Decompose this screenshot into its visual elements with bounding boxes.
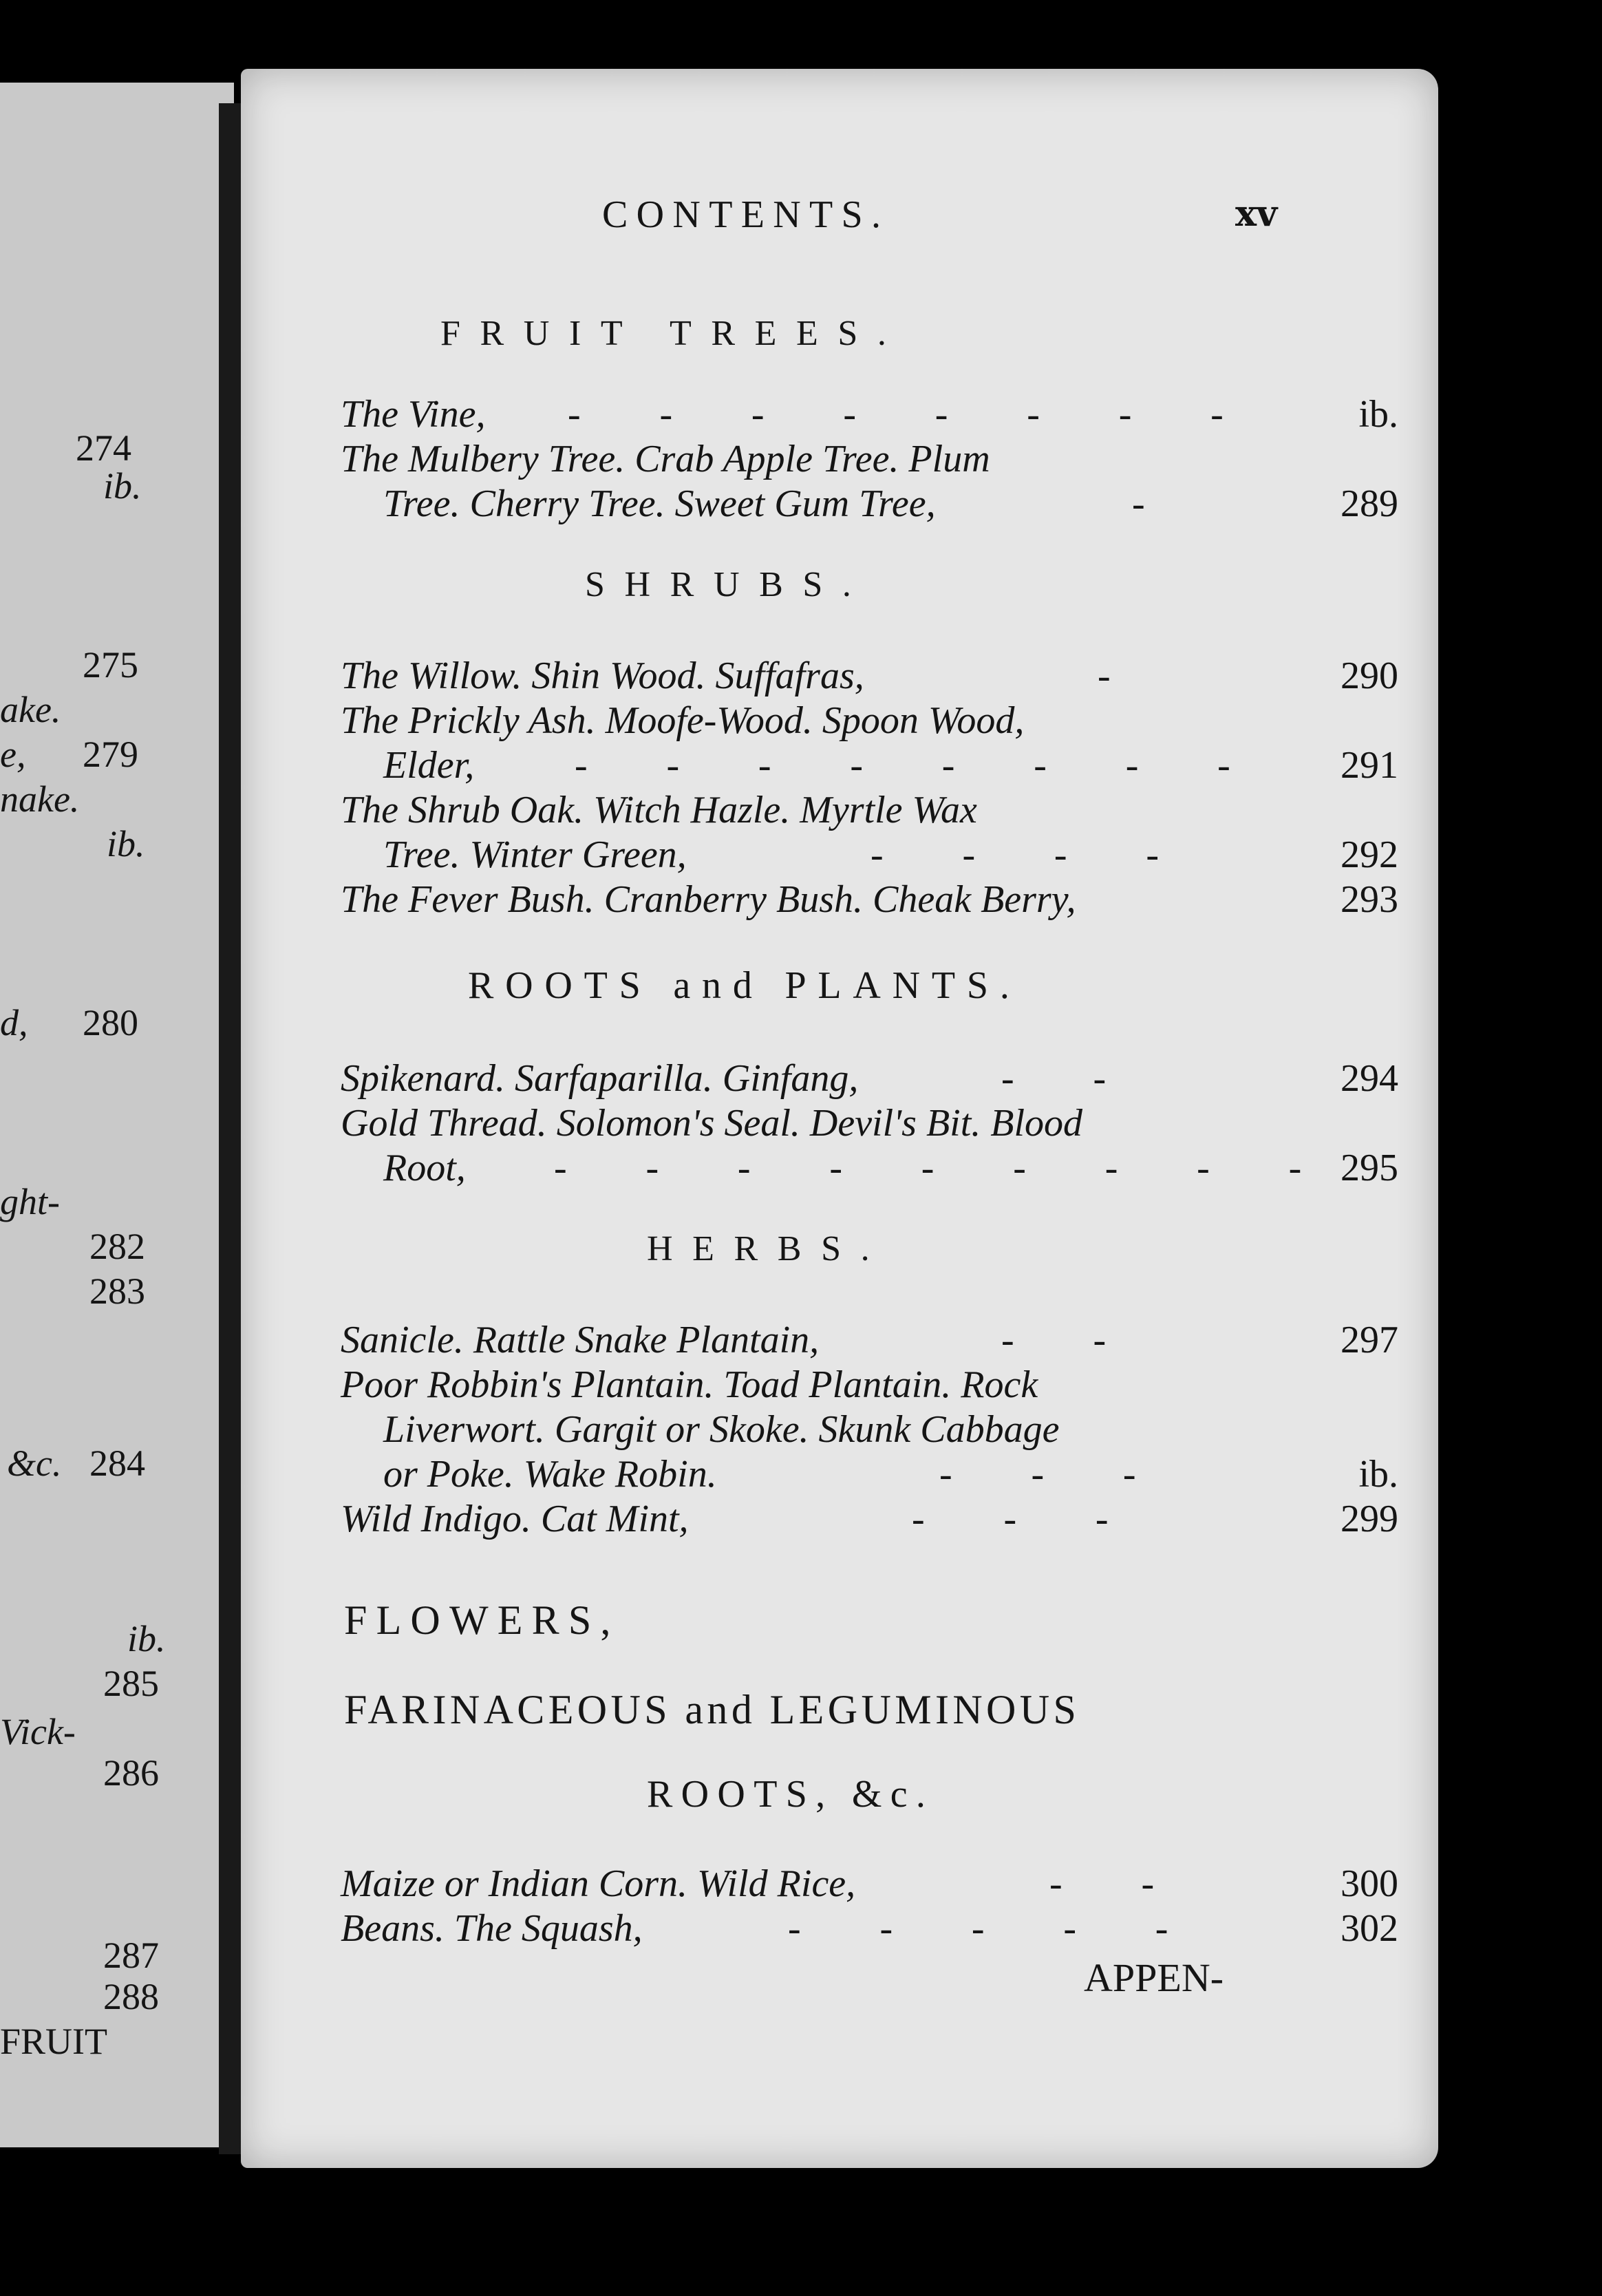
section-heading: FRUIT TREES.: [440, 314, 906, 353]
entry-page: ib.: [1358, 393, 1398, 436]
catchword: APPEN-: [1084, 1955, 1224, 2000]
leader-dashes: - - -: [939, 1453, 1171, 1496]
contents-entry: [341, 1497, 1398, 1542]
entry-text: The Shrub Oak. Witch Hazle. Myrtle Wax: [341, 789, 977, 831]
entry-page: 293: [1341, 878, 1398, 921]
left-page-fragment: ib.: [107, 823, 145, 864]
contents-entry: [341, 1101, 1342, 1147]
left-page-number: 286: [103, 1752, 159, 1794]
entry-page: 292: [1341, 833, 1398, 876]
left-page-number: 284: [89, 1443, 145, 1484]
left-page-number: 288: [103, 1976, 159, 2017]
left-page-number: 274: [76, 427, 131, 469]
contents-entry: [341, 788, 1342, 833]
entry-page: 290: [1341, 655, 1398, 697]
entry-text: Gold Thread. Solomon's Seal. Devil's Bit. Blood: [341, 1102, 1083, 1145]
page-number: xv: [1235, 193, 1278, 235]
entry-page: 289: [1341, 482, 1398, 525]
entry-text: The Vine,: [341, 393, 486, 436]
section-heading: SHRUBS.: [585, 565, 871, 604]
entry-text: Root,: [383, 1147, 466, 1189]
entry-text: Elder,: [383, 744, 475, 787]
entry-text: The Mulbery Tree. Crab Apple Tree. Plum: [341, 438, 990, 480]
entry-page: 300: [1341, 1862, 1398, 1905]
contents-entry: [341, 1363, 1342, 1408]
left-page-fragment: d,: [0, 1002, 28, 1043]
page-title: CONTENTS.: [602, 193, 890, 236]
left-page-number: 282: [89, 1226, 145, 1267]
left-page-catchword: FRUIT: [0, 2021, 108, 2062]
contents-entry: [341, 654, 1398, 699]
contents-entry: [341, 1407, 1342, 1453]
entry-text: The Fever Bush. Cranberry Bush. Cheak Berry,: [341, 878, 1076, 921]
left-page: [0, 83, 234, 2147]
contents-entry: [341, 392, 1398, 438]
entry-text: Liverwort. Gargit or Skoke. Skunk Cabbage: [383, 1408, 1060, 1451]
contents-entry: [341, 1906, 1398, 1952]
leader-dashes: -: [1132, 482, 1180, 525]
left-page-number: 287: [103, 1935, 159, 1976]
contents-entry: [341, 437, 1342, 482]
entry-text: Tree. Winter Green,: [383, 833, 687, 876]
left-page-fragment: ake.: [0, 689, 61, 730]
contents-entry: [341, 1862, 1398, 1907]
contents-entry: [341, 482, 1398, 527]
leader-dashes: -: [1098, 655, 1146, 697]
entry-page: 291: [1341, 744, 1398, 787]
left-page-fragment: nake.: [0, 778, 80, 820]
left-page-fragment: ib.: [127, 1618, 166, 1659]
leader-dashes: - -: [1049, 1862, 1189, 1905]
contents-entry: [341, 1146, 1398, 1191]
entry-text: Tree. Cherry Tree. Sweet Gum Tree,: [383, 482, 936, 525]
leader-dashes: - - - - -: [788, 1907, 1203, 1950]
contents-entry: [341, 699, 1342, 744]
entry-text: The Prickly Ash. Moofe-Wood. Spoon Wood,: [341, 699, 1025, 742]
left-page-fragment: ib.: [103, 465, 142, 507]
leader-dashes: - -: [1001, 1057, 1141, 1100]
contents-entry: [341, 743, 1398, 789]
leader-dashes: - - - - - - - -: [575, 744, 1265, 787]
contents-entry: [341, 878, 1398, 923]
left-page-number: 283: [89, 1271, 145, 1312]
leader-dashes: - - -: [912, 1498, 1143, 1540]
left-page-number: 275: [83, 644, 138, 685]
contents-page: [241, 69, 1438, 2168]
entry-page: 297: [1341, 1319, 1398, 1361]
left-page-number: 279: [83, 734, 138, 775]
section-heading: HERBS.: [647, 1229, 890, 1268]
entry-text: The Willow. Shin Wood. Suffafras,: [341, 655, 864, 697]
entry-page: 302: [1341, 1907, 1398, 1950]
section-heading: FARINACEOUS and LEGUMINOUS: [344, 1687, 1080, 1732]
entry-text: or Poke. Wake Robin.: [383, 1453, 717, 1496]
leader-dashes: - -: [1001, 1319, 1141, 1361]
entry-page: 299: [1341, 1498, 1398, 1540]
section-heading: ROOTS and PLANTS.: [468, 964, 1021, 1007]
contents-entry: [341, 1056, 1398, 1102]
left-page-fragment: e,: [0, 734, 26, 775]
left-page-number: 285: [103, 1663, 159, 1704]
entry-text: Beans. The Squash,: [341, 1907, 643, 1950]
contents-entry: [341, 1318, 1398, 1363]
leader-dashes: - - - - - - - - -: [554, 1147, 1336, 1189]
entry-page: 294: [1341, 1057, 1398, 1100]
leader-dashes: - - - -: [871, 833, 1194, 876]
contents-entry: [341, 1452, 1398, 1498]
entry-text: Sanicle. Rattle Snake Plantain,: [341, 1319, 820, 1361]
entry-page: 295: [1341, 1147, 1398, 1189]
left-page-number: 280: [83, 1002, 138, 1043]
entry-text: Maize or Indian Corn. Wild Rice,: [341, 1862, 856, 1905]
entry-page: ib.: [1358, 1453, 1398, 1496]
section-heading: FLOWERS,: [344, 1597, 620, 1643]
left-page-fragment: ght-: [0, 1181, 60, 1222]
entry-text: Spikenard. Sarfaparilla. Ginfang,: [341, 1057, 859, 1100]
contents-entry: [341, 833, 1398, 878]
left-page-fragment: Vick-: [0, 1711, 76, 1752]
section-heading: ROOTS, &c.: [647, 1773, 934, 1816]
leader-dashes: - - - - - - - -: [568, 393, 1259, 436]
entry-text: Poor Robbin's Plantain. Toad Plantain. Rock: [341, 1363, 1038, 1406]
left-page-fragment: &c.: [7, 1443, 62, 1484]
entry-text: Wild Indigo. Cat Mint,: [341, 1498, 689, 1540]
